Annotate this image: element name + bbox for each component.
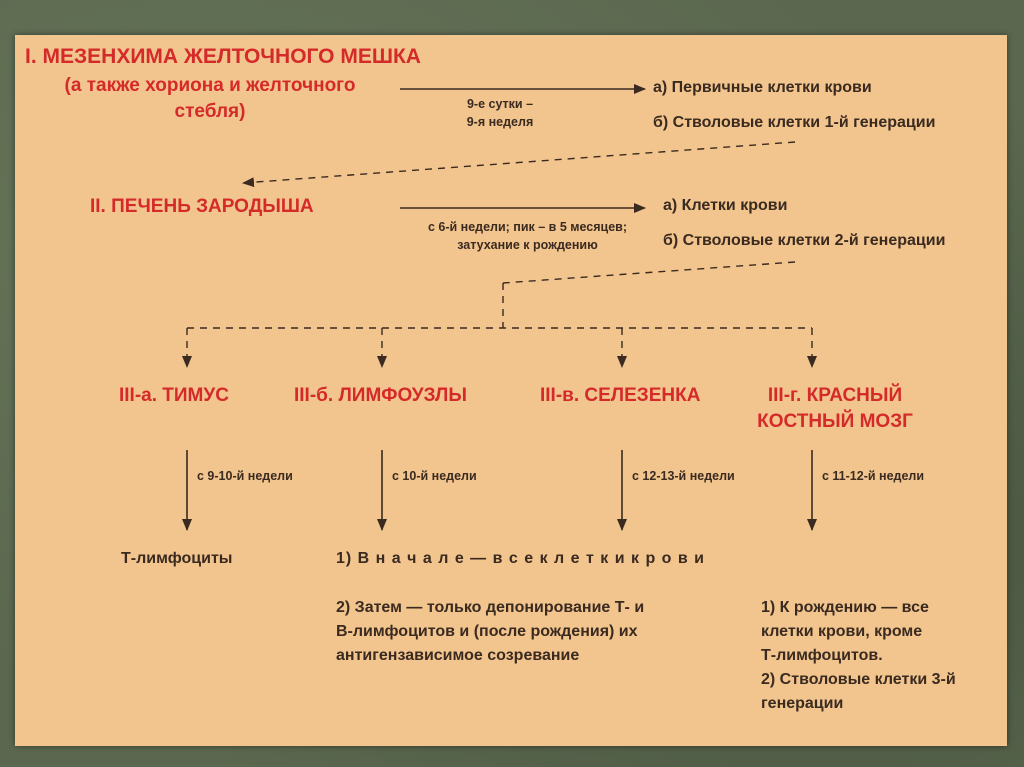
- shared-output-2: [336, 596, 644, 668]
- spleen-timing: с 12-13-й недели: [632, 469, 735, 483]
- lymph-nodes-title: III-б. ЛИМФОУЗЛЫ: [294, 385, 467, 406]
- dashed-arrow-to-liver: [243, 142, 795, 183]
- bone-marrow-output-line1: 1) К рождению — все: [761, 599, 929, 616]
- spleen-title: III-в. СЕЛЕЗЕНКА: [540, 385, 701, 406]
- level1-timing-line2: 9-я неделя: [466, 115, 534, 129]
- level1-title: I. МЕЗЕНХИМА ЖЕЛТОЧНОГО МЕШКА: [25, 45, 421, 68]
- level1-subtitle: [45, 75, 375, 123]
- thymus-title: III-а. ТИМУС: [119, 385, 229, 406]
- bone-marrow-output-line5: генерации: [761, 695, 844, 712]
- level1-output-a: а) Первичные клетки крови: [653, 79, 872, 96]
- dashed-branch-tree: [187, 262, 812, 367]
- level1-timing-line1: 9-е сутки –: [466, 97, 534, 111]
- level2-timing: [405, 218, 650, 254]
- level2-output-a: а) Клетки крови: [663, 197, 788, 214]
- bone-marrow-timing: с 11-12-й недели: [822, 469, 925, 483]
- lymph-nodes-timing: с 10-й недели: [392, 469, 477, 483]
- level2-title: II. ПЕЧЕНЬ ЗАРОДЫША: [90, 196, 314, 217]
- shared-output-2-line3: антигензависимое созревание: [336, 647, 580, 664]
- shared-output-2-line2: В-лимфоцитов и (после рождения) их: [336, 623, 638, 640]
- shared-output-1: 1) В н а ч а л е — в с е к л е т к и к р о в и: [336, 550, 705, 567]
- bone-marrow-title: [755, 385, 915, 433]
- level1-output-b: б) Стволовые клетки 1-й генерации: [653, 114, 936, 131]
- shared-output-2-line1: 2) Затем — только депонирование Т- и: [336, 599, 645, 616]
- slide: [15, 35, 1007, 746]
- level1-subtitle-line1: (а также хориона и желточного: [64, 75, 356, 96]
- bone-marrow-title-line2: КОСТНЫЙ МОЗГ: [757, 411, 913, 432]
- bone-marrow-output-line3: Т-лимфоцитов.: [761, 647, 883, 664]
- bone-marrow-output-2: [761, 668, 956, 716]
- bone-marrow-output-line2: клетки крови, кроме: [761, 623, 923, 640]
- thymus-timing: с 9-10-й недели: [197, 469, 293, 483]
- thymus-output: Т-лимфоциты: [121, 550, 233, 567]
- level1-subtitle-line2: стебля): [174, 101, 246, 122]
- level2-timing-line1: с 6-й недели; пик – в 5 месяцев;: [427, 220, 628, 234]
- level1-timing: [435, 95, 565, 131]
- bone-marrow-output: [761, 596, 929, 668]
- bone-marrow-title-line1: III-г. КРАСНЫЙ: [767, 385, 903, 406]
- level2-timing-line2: затухание к рождению: [457, 238, 598, 252]
- level2-output-b: б) Стволовые клетки 2-й генерации: [663, 232, 946, 249]
- bone-marrow-output-line4: 2) Стволовые клетки 3-й: [761, 671, 956, 688]
